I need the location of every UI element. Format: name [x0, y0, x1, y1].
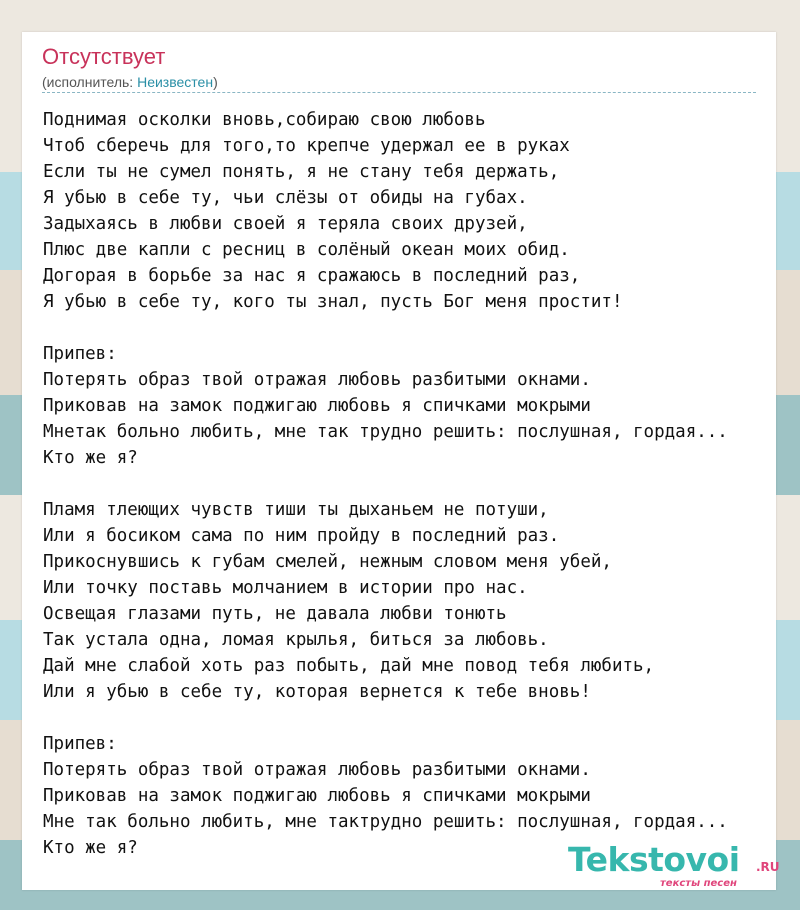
song-title: Отсутствует	[42, 44, 166, 69]
title-divider	[42, 92, 756, 93]
logo-wordmark: Tekstovoi	[568, 840, 740, 879]
performer-prefix: (исполнитель:	[42, 74, 138, 90]
performer-line	[42, 74, 218, 90]
lyrics-text: Поднимая осколки вновь,собираю свою любовь Чтоб сберечь для того,то крепче удержал ее в руках Если ты не сумел понять, я не стану тебя держать, Я убью в себе ту, чьи слёзы от обиды на губах. Задыхаясь в любви своей я теряла своих друзей, Плюс две капли с ресниц в солёный океан моих обид. Догорая в борьбе за нас я сражаюсь в последний раз, Я убью в себе ту, кого ты знал, пусть Бог меня простит! Припев: Потерять образ твой отражая любовь разбитыми окнами. Приковав на замок поджигаю любовь я спичками мокрыми Мнетак больно любить, мне так трудно решить: послушная, гордая... Кто же я? Пламя тлеющих чувств тиши ты дыханьем не потуши, Или я босиком сама по ним пройду в последний раз. Прикоснувшись к губам смелей, нежным словом меня убей, Или точку поставь молчанием в истории про нас. Освещая глазами путь, не давала любви тонють Так устала одна, ломая крылья, биться за любовь. Дай мне слабой хоть раз побыть, дай мне повод тебя любить, Или я убью в себе ту, которая вернется к тебе вновь! Припев: Потерять образ твой отражая любовь разбитыми окнами. Приковав на замок поджигаю любовь я спичками мокрыми Мне так больно любить, мне тактрудно решить: послушная, гордая... Кто же я?	[43, 110, 728, 858]
performer-suffix: )	[213, 74, 218, 90]
performer-link[interactable]: Неизвестен	[137, 74, 214, 90]
logo-domain: .RU	[756, 860, 780, 874]
site-logo[interactable]	[568, 840, 798, 890]
logo-tagline: тексты песен	[660, 878, 737, 889]
lyrics-card	[22, 32, 780, 890]
